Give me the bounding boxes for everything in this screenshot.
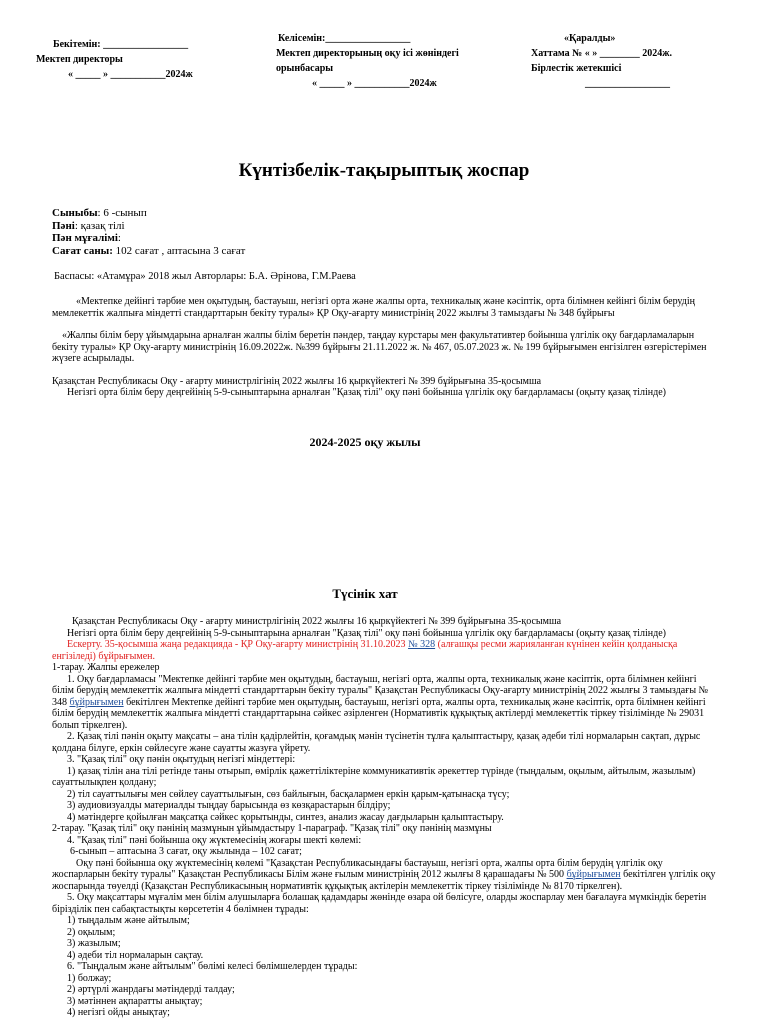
grade-value: : 6 -сынып [97, 207, 147, 219]
clause-6-item-1: 1) болжау; [67, 972, 112, 984]
page-title: Күнтізбелік-тақырыптық жоспар [238, 160, 530, 181]
review-block [531, 31, 731, 91]
clause-6: 6. "Тыңдалым және айтылым" бөлімі келесі бөлімшелерден тұрады: [67, 961, 358, 972]
approval-date: « _____ » ___________2024ж [68, 69, 193, 80]
clause-3-item-2: 2) тіл сауаттылығы мен сөйлеу сауаттылығын, сөз байлығын, басқалармен еркін қарым-қатынасқа түсу; [67, 788, 510, 800]
order-348-link[interactable]: бұйрығымен [69, 696, 124, 708]
clause-6-item-3: 3) мәтіннен ақпаратты анықтау; [67, 995, 203, 1007]
approval-label: Бекітемін: _________________ [53, 39, 189, 50]
chapter-2-heading: 2-тарау. "Қазақ тілі" оқу пәнінің мазмұнын ұйымдастыру 1-параграф. "Қазақ тілі" оқу пәнінің мазмұны [52, 823, 492, 834]
subject-row [52, 220, 732, 233]
agreement-label: Келісемін:_________________ [278, 33, 411, 44]
publisher-line: Баспасы: «Атамұра» 2018 жыл Авторлары: Б.А. Әрінова, Г.М.Раева [54, 271, 356, 282]
chapter-1-heading: 1-тарау. Жалпы ережелер [52, 662, 160, 673]
agreement-role-cont: орынбасары [276, 63, 334, 74]
explanatory-note-title: Түсінік хат [332, 586, 398, 601]
amendment-text: Ескерту. 35-қосымша жаңа редакцияда - ҚР Оқу-ағарту министрінің 31.10.2023 [67, 639, 409, 650]
teacher-label: Пән мұғалімі [52, 232, 118, 244]
clause-4: 4. "Қазақ тілі" пәні бойынша оқу жүктемесінің жоғары шекті көлемі: [67, 834, 362, 846]
intro-appendix: Қазақстан Республикасы Оқу - ағарту министрлігінің 2022 жылғы 16 қыркүйектегі № 399 бұйрығына 35-қосымша [52, 376, 542, 387]
review-label: «Қаралды» [564, 33, 616, 44]
agreement-role: Мектеп директорының оқу ісі жөніндегі [276, 48, 459, 59]
clause-1 [52, 674, 716, 732]
body-program-title: Негізгі орта білім беру деңгейінің 5-9-сыныптарына арналған "Қазақ тілі" оқу пәні бойынша үлгілік оқу бағдарламасы (оқыту қазақ тілінде) [67, 627, 667, 639]
approval-block [36, 37, 236, 82]
agreement-date: « _____ » ___________2024ж [312, 78, 437, 89]
explanatory-note-body [52, 616, 716, 1019]
agreement-block [276, 31, 486, 91]
clause-1-text-cont: бекітілген Мектепке дейінгі тәрбие мен оқытудың, бастауыш, негізгі орта, жалпы орта, техникалық және кәсіптік, орта білімнен кейінгі білім берудің мемлекеттік жалпыға міндетті стандарттарына сәйкес әзірленген (Нормативтік құқықтық актілерді мемлекеттік тіркеу тізілімінде № 29031 болып тіркелген). [52, 696, 706, 731]
clause-3-item-1: 1) қазақ тілін ана тілі ретінде таны отырып, өмірлік қажеттіліктеріне коммуникативтік әрекеттер түрінде (тыңдалым, оқылым, айтылым, жазылым) сауаттылықпен қолдану; [52, 765, 696, 788]
subject-value: : қазақ тілі [74, 219, 125, 232]
academic-year: 2024-2025 оқу жылы [309, 435, 421, 449]
intro-standard-order: «Мектепке дейінгі тәрбие мен оқытудың, бастауыш, негізгі орта және жалпы орта, техникалық және кәсіптік, орта білімнен кейінгі білім берудің мемлекеттік жалпыға міндетті стандарттарын бекіту туралы» ҚР Оқу-ағарту министрінің 2022 жылғы 3 тамыздағы № 348 бұйрығы [52, 296, 696, 319]
hours-value: 102 сағат , аптасына 3 сағат [112, 244, 246, 257]
order-328-link[interactable]: № 328 [408, 639, 436, 650]
clause-5-item-4: 4) әдеби тіл нормаларын сақтау. [67, 949, 204, 961]
clause-5-item-3: 3) жазылым; [67, 938, 121, 949]
intro-program-title: Негізгі орта білім беру деңгейінің 5-9-сыныптарына арналған "Қазақ тілі" оқу пәні бойынша үлгілік оқу бағдарламасы (оқыту қазақ тілінде) [67, 387, 667, 398]
clause-5-item-1: 1) тыңдалым және айтылым; [67, 915, 190, 926]
hours-row [52, 245, 732, 258]
amendment-note [52, 639, 716, 662]
clause-5-item-2: 2) оқылым; [67, 926, 116, 938]
grade-row [52, 207, 732, 220]
clause-2: 2. Қазақ тілі пәнін оқыту мақсаты – ана тілін қадірлейтін, қоғамдық мәнін түсінетін тұлға қалыптастыру, қазақ әдеби тілі нормаларын сақтап, дұрыс қолдана білуге, еркін сөйлесуге және сауатты жазуға үйрету. [52, 731, 701, 754]
clause-5: 5. Оқу мақсаттары мұғалім мен білім алушыларға болашақ қадамдары жөнінде өзара ой бөлісуге, оларды жоспарлау мен бағалауға мүмкіндік беретін біріздiлік пен сабақтастықты көрсететін 4 бөлімнен тұрады: [52, 892, 707, 915]
clause-3: 3. "Қазақ тілі" оқу пәнін оқытудың негізгі міндеттері: [67, 754, 296, 765]
clause-4-load-text: Оқу пәні бойынша оқу жүктемесінің көлемі "Қазақстан Республикасындағы бастауыш, негізгі орта, жалпы орта білім берудің үлгілік оқу жоспарларын бекіту туралы" Қазақстан Республикасы Білім және ғылым министрінің 2012 жылғы 8 қарашадағы № 500 [52, 857, 663, 880]
teacher-value: : [117, 232, 121, 244]
teacher-row [52, 232, 732, 245]
grade-label: Сыныбы [52, 207, 98, 219]
approval-role: Мектеп директоры [36, 54, 123, 65]
review-signature: _________________ [585, 78, 670, 89]
order-500-link[interactable]: бұйрығымен [566, 869, 621, 880]
clause-3-item-4: 4) мәтіндерге қойылған мақсатқа сәйкес қорытынды, синтез, анализ жасау дағдыларын қалыптастыру. [67, 811, 504, 823]
clause-4-load-text-cont: бекітілген үлгілік оқу жоспарында төуелді (Қазақстан Республикасының нормативтік құқықтық актілерін мемлекеттік тіркеу тізілімінде № 8170 тіркелген). [52, 869, 716, 892]
clause-6-item-2: 2) әртүрлі жанрдағы мәтіндерді талдау; [67, 984, 235, 995]
info-block [52, 207, 732, 257]
clause-4-load [52, 858, 716, 893]
amendment-text-cont: (алғашқы ресми жарияланған күнінен кейін қолданысқа енгізіледі) бұйрығымен. [52, 639, 678, 662]
review-role: Бірлестік жетекшісі [531, 63, 622, 74]
intro-program-order: «Жалпы білім беру ұйымдарына арналған жалпы білім беретін пәндер, таңдау курстары мен факультативтер бойынша үлгілік оқу бағдарламаларын бекіту туралы» ҚР Оқу-ағарту министрінің 16.09.2022ж. №399 бұйрығы 21.11.2022 ж. № 467, 05.07.2023 ж. № 199 бұйрығымен енгізілген өзгерістерімен жүзеге асырылады. [52, 330, 707, 364]
body-appendix: Қазақстан Республикасы Оқу - ағарту министрлігінің 2022 жылғы 16 қыркүйектегі № 399 бұйрығына 35-қосымша [72, 616, 562, 627]
review-protocol: Хаттама № « » ________ 2024ж. [531, 48, 672, 59]
clause-3-item-3: 3) аудиовизуалды материалды тыңдау барысында өз көзқарастарын білдіру; [67, 800, 391, 811]
clause-1-text: 1. Оқу бағдарламасы "Мектепке дейінгі тәрбие мен оқытудың, бастауыш, негізгі орта, жалпы орта, техникалық және кәсіптік, орта білімнен кейінгі білім берудің мемлекеттік жалпыға міндетті стандарттарын бекіту туралы" Қазақстан Республикасы Оқу-ағарту министрінің 2022 жылғы 3 тамыздағы № 348 [52, 673, 709, 708]
clause-6-item-4: 4) негізгі ойды анықтау; [67, 1007, 170, 1018]
hours-label: Сағат саны: [52, 244, 113, 257]
clause-4-hours: 6-сынып – аптасына 3 сағат, оқу жылында – 102 сағат; [70, 846, 302, 857]
subject-label: Пәні [52, 219, 75, 232]
